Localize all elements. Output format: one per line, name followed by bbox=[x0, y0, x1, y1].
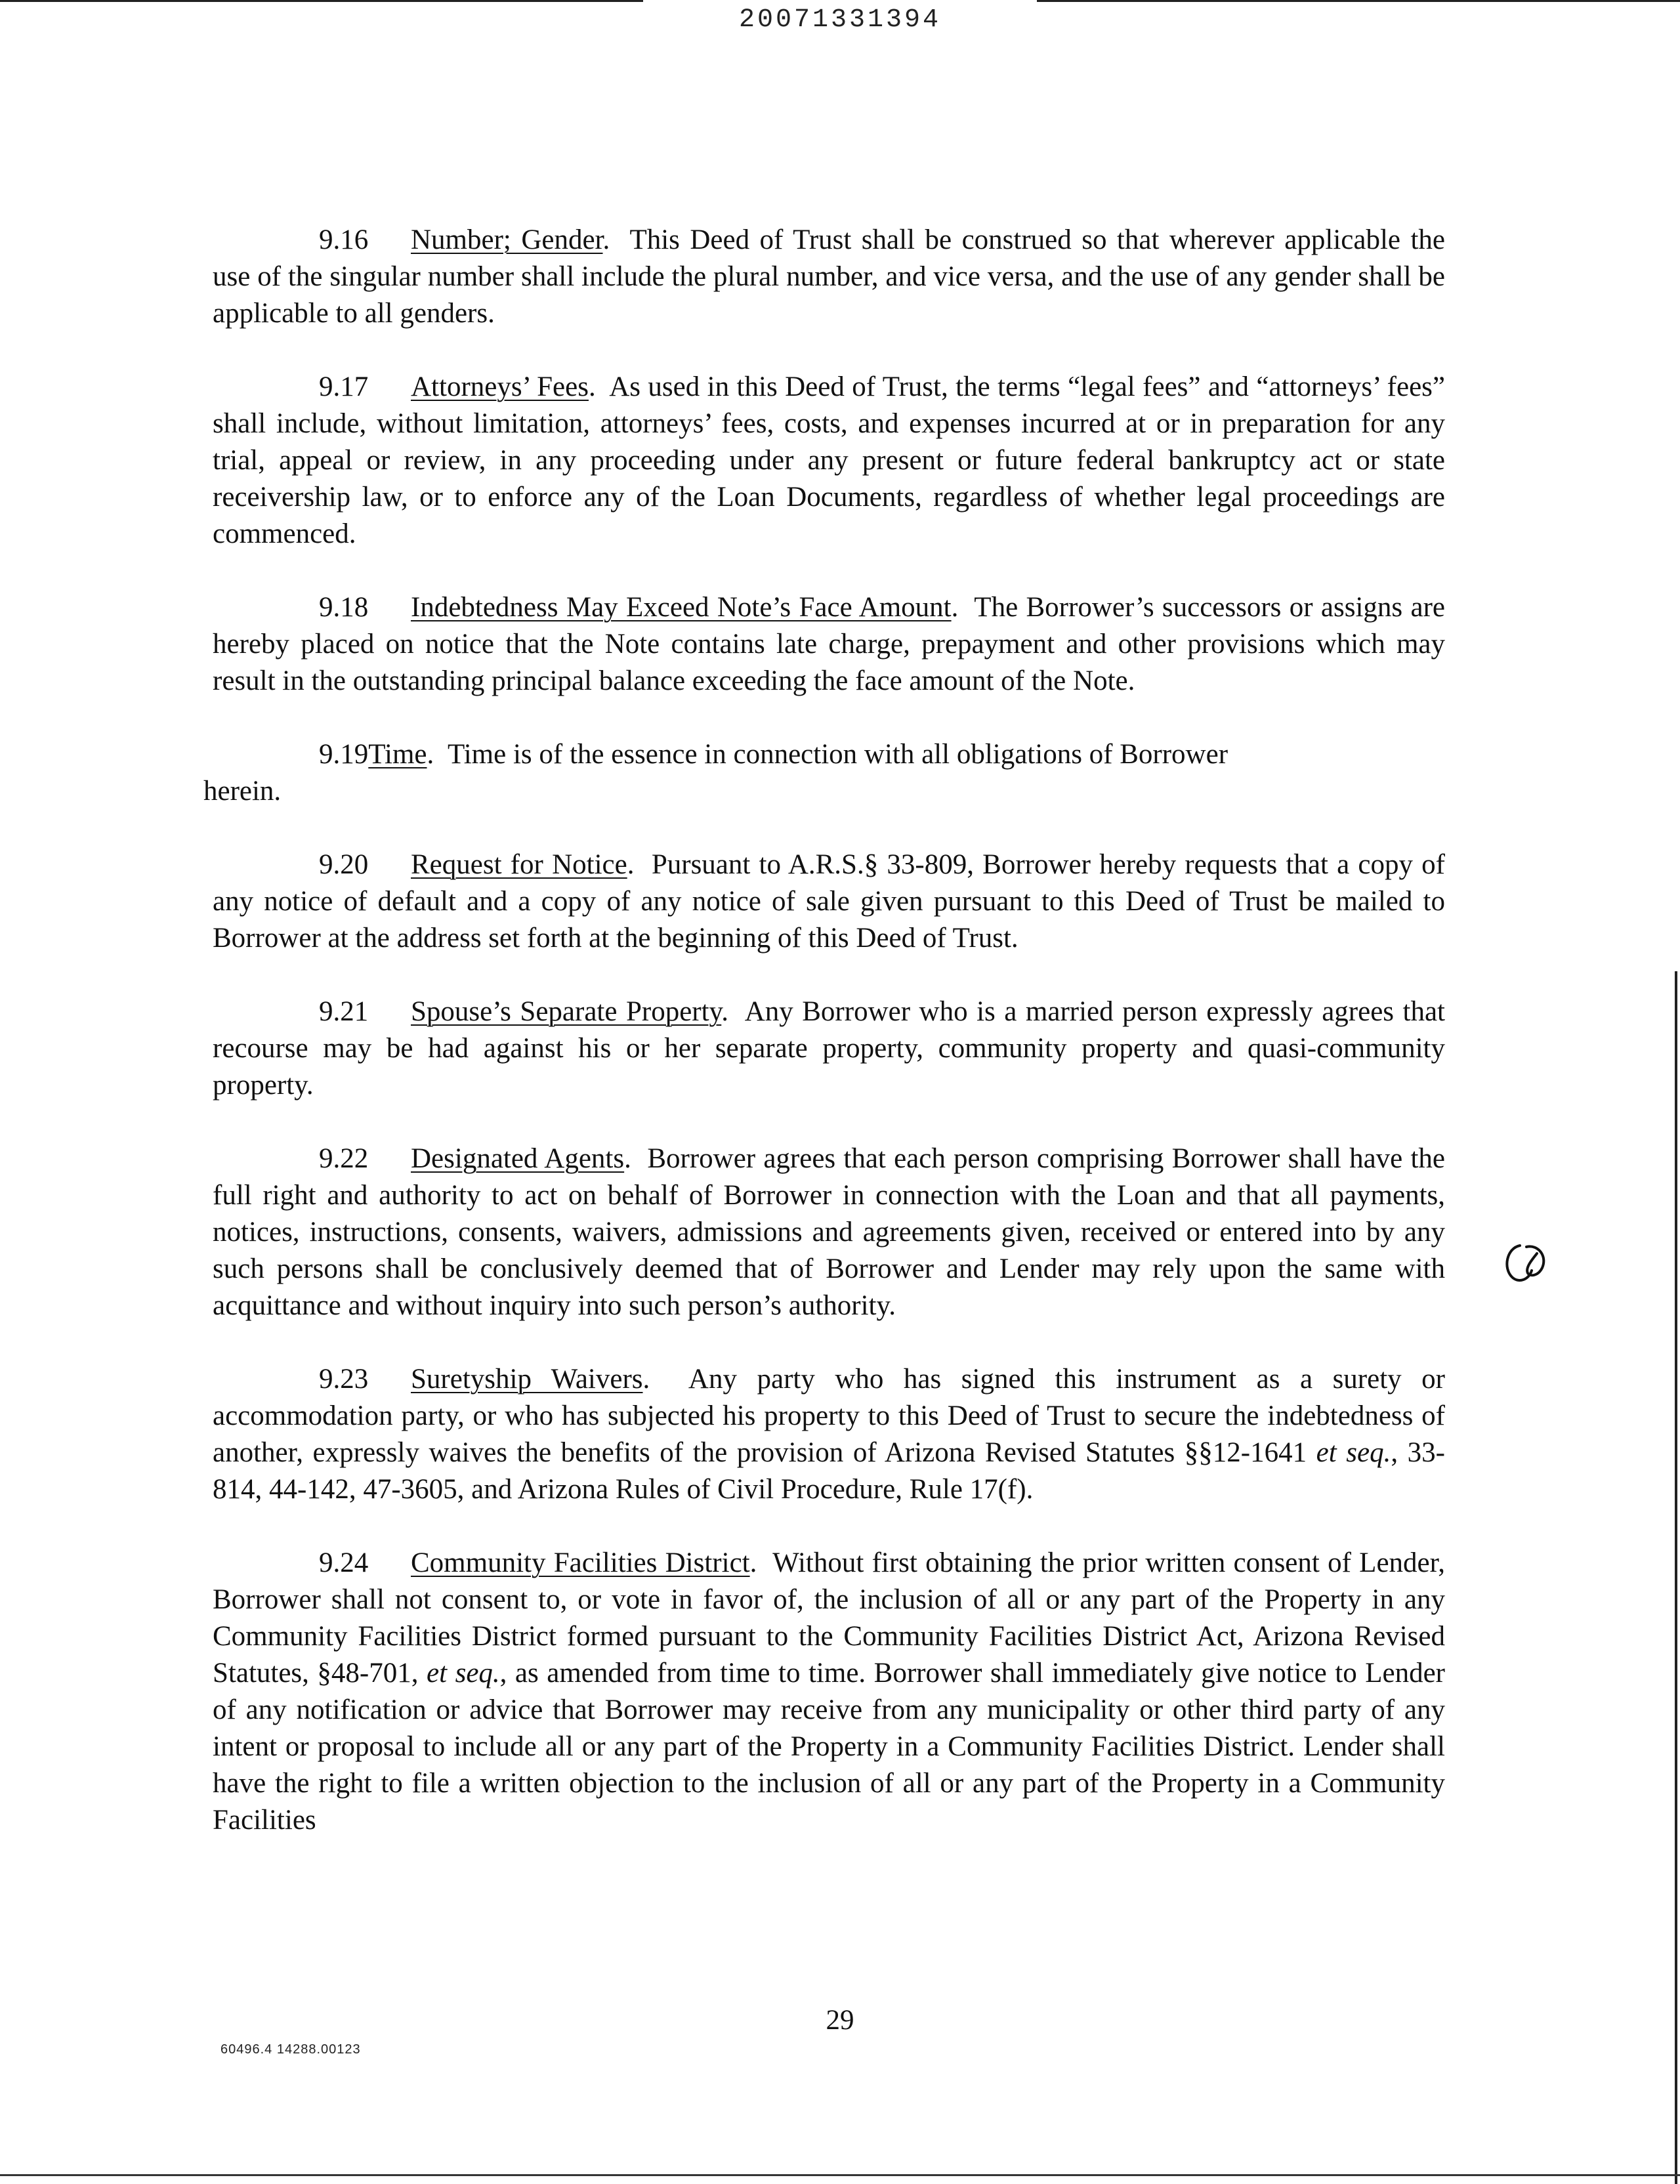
initials-mark bbox=[1495, 1234, 1554, 1293]
section-9-19: 9.19Time. Time is of the essence in connection with all obligations of Borrower herein. bbox=[213, 736, 1445, 810]
section-heading: Request for Notice bbox=[411, 849, 627, 880]
section-number: 9.21 bbox=[319, 996, 369, 1027]
section-text: Without first obtaining the prior written consent of Lender, Borrower shall not consent to, or vote in favor of, the inclusion of all or any part of the Property in any Community Facilities District formed pursuant to the Community Facilities District Act, Arizona Revised Statutes, §48-701, bbox=[213, 1547, 1445, 1689]
section-text: As used in this Deed of Trust, the terms “legal fees” and “attorneys’ fees” shall include, without limitation, attorneys’ fees, costs, and expenses incurred at or in preparation for any trial, appeal or review, in any proceeding under any present or future federal bankruptcy act or state receivership law, or to enforce any of the Loan Documents, regardless of whether legal proceedings are commenced. bbox=[213, 371, 1445, 549]
section-number: 9.18 bbox=[319, 592, 369, 623]
section-text: Any Borrower who is a married person expressly agrees that recourse may be had against his or her separate property, community property and quasi-community property. bbox=[213, 996, 1446, 1101]
section-text: Any party who has signed this instrument as a surety or accommodation party, or who has subjected his property to this Deed of Trust to secure the indebtedness of another, expressly waives the benefits of the provision of Arizona Revised Statutes §§12-1641 bbox=[213, 1364, 1445, 1468]
section-9-21: 9.21 Spouse’s Separate Property. Any Borrower who is a married person expressly agrees that recourse may be had against his or her separate property, community property and quasi-community property. bbox=[213, 994, 1445, 1104]
section-text: This Deed of Trust shall be construed so that wherever applicable the use of the singular number shall include the plural number, and vice versa, and the use of any gender shall be applicable to all genders. bbox=[213, 224, 1445, 329]
section-heading: Number; Gender bbox=[411, 224, 603, 255]
section-text: Borrower agrees that each person comprising Borrower shall have the full right and authority to act on behalf of Borrower in connection with the Loan and that all payments, notices, instructions, consents, waivers, admissions and agreements given, received or entered into by any such persons shall be conclusively deemed that of Borrower and Lender may rely upon the same with acquittance and without inquiry into such person’s authority. bbox=[213, 1143, 1446, 1321]
section-heading: Time bbox=[368, 739, 427, 770]
section-continuation: herein. bbox=[203, 776, 282, 807]
section-number: 9.24 bbox=[319, 1547, 369, 1578]
section-text: Pursuant to A.R.S.§ 33-809, Borrower hereby requests that a copy of any notice of default and a copy of any notice of sale given pursuant to this Deed of Trust be mailed to Borrower at the address set forth at the beginning of this Deed of Trust. bbox=[213, 849, 1446, 954]
section-number: 9.23 bbox=[319, 1364, 369, 1395]
scan-bottom-border bbox=[0, 2174, 1680, 2176]
scan-top-gap bbox=[643, 0, 1037, 5]
section-text: The Borrower’s successors or assigns are hereby placed on notice that the Note contains late charge, prepayment and other provisions which may result in the outstanding principal balance exceeding the face amount of the Note. bbox=[213, 592, 1446, 696]
section-text-cont: , 33-814, 44-142, 47-3605, and Arizona Rules of Civil Procedure, Rule 17(f). bbox=[213, 1437, 1446, 1505]
section-heading: Spouse’s Separate Property bbox=[411, 996, 722, 1027]
section-heading: Community Facilities District bbox=[411, 1547, 750, 1578]
section-9-17: 9.17 Attorneys’ Fees. As used in this Deed of Trust, the terms “legal fees” and “attorneys’ fees” shall include, without limitation, attorneys’ fees, costs, and expenses incurred at or in preparation for any trial, appeal or review, in any proceeding under any present or future federal bankruptcy act or state receivership law, or to enforce any of the Loan Documents, regardless of whether legal proceedings are commenced. bbox=[213, 369, 1445, 553]
recording-number: 20071331394 bbox=[738, 5, 942, 35]
section-9-24: 9.24 Community Facilities District. Without first obtaining the prior written consent of Lender, Borrower shall not consent to, or vote in favor of, the inclusion of all or any part of the Property in any Community Facilities District formed pursuant to the Community Facilities District Act, Arizona Revised Statutes, §48-701, et seq., as amended from time to time. Borrower shall immediately give notice to Lender of any notification or advice that Borrower may receive from any municipality or other third party of any intent or proposal to include all or any part of the Property in a Community Facilities District. Lender shall have the right to file a written objection to the inclusion of all or any part of the Property in a Community Facilities bbox=[213, 1545, 1445, 1839]
section-heading: Attorneys’ Fees bbox=[411, 371, 589, 402]
page-number: 29 bbox=[826, 2005, 854, 2036]
italic-et-seq: et seq. bbox=[1316, 1437, 1391, 1468]
document-body bbox=[203, 222, 1446, 1876]
section-heading: Designated Agents bbox=[411, 1143, 625, 1174]
section-heading: Suretyship Waivers bbox=[411, 1364, 643, 1395]
section-9-18: 9.18 Indebtedness May Exceed Note’s Face Amount. The Borrower’s successors or assigns are hereby placed on notice that the Note contains late charge, prepayment and other provisions which may result in the outstanding principal balance exceeding the face amount of the Note. bbox=[213, 589, 1445, 700]
section-9-16: 9.16 Number; Gender. This Deed of Trust shall be construed so that wherever applicable the use of the singular number shall include the plural number, and vice versa, and the use of any gender shall be applicable to all genders. bbox=[213, 222, 1445, 332]
section-number: 9.16 bbox=[319, 224, 369, 255]
section-9-23: 9.23 Suretyship Waivers. Any party who has signed this instrument as a surety or accommodation party, or who has subjected his property to this Deed of Trust to secure the indebtedness of another, expressly waives the benefits of the provision of Arizona Revised Statutes §§12-1641 et seq., 33-814, 44-142, 47-3605, and Arizona Rules of Civil Procedure, Rule 17(f). bbox=[213, 1361, 1445, 1508]
italic-et-seq: et seq. bbox=[427, 1658, 500, 1689]
section-9-22: 9.22 Designated Agents. Borrower agrees that each person comprising Borrower shall have the full right and authority to act on behalf of Borrower in connection with the Loan and that all payments, notices, instructions, consents, waivers, admissions and agreements given, received or entered into by any such persons shall be conclusively deemed that of Borrower and Lender may rely upon the same with acquittance and without inquiry into such person’s authority. bbox=[213, 1141, 1445, 1324]
scan-right-border bbox=[1675, 971, 1677, 2184]
document-code: 60496.4 14288.00123 bbox=[220, 2042, 361, 2057]
section-text-cont: , as amended from time to time. Borrower shall immediately give notice to Lender of any notification or advice that Borrower may receive from any municipality or other third party of any intent or proposal to include all or any part of the Property in a Community Facilities District. Lender shall have the right to file a written objection to the inclusion of all or any part of the Property in a Community Facilities bbox=[213, 1658, 1446, 1836]
section-number: 9.19 bbox=[319, 739, 369, 770]
section-9-20: 9.20 Request for Notice. Pursuant to A.R.S.§ 33-809, Borrower hereby requests that a copy of any notice of default and a copy of any notice of sale given pursuant to this Deed of Trust be mailed to Borrower at the address set forth at the beginning of this Deed of Trust. bbox=[213, 847, 1445, 957]
section-text: Time is of the essence in connection with all obligations of Borrower bbox=[447, 739, 1228, 770]
section-number: 9.20 bbox=[319, 849, 369, 880]
handwritten-initials bbox=[1495, 1234, 1554, 1293]
section-number: 9.22 bbox=[319, 1143, 369, 1174]
section-number: 9.17 bbox=[319, 371, 369, 402]
section-heading: Indebtedness May Exceed Note’s Face Amount bbox=[411, 592, 952, 623]
